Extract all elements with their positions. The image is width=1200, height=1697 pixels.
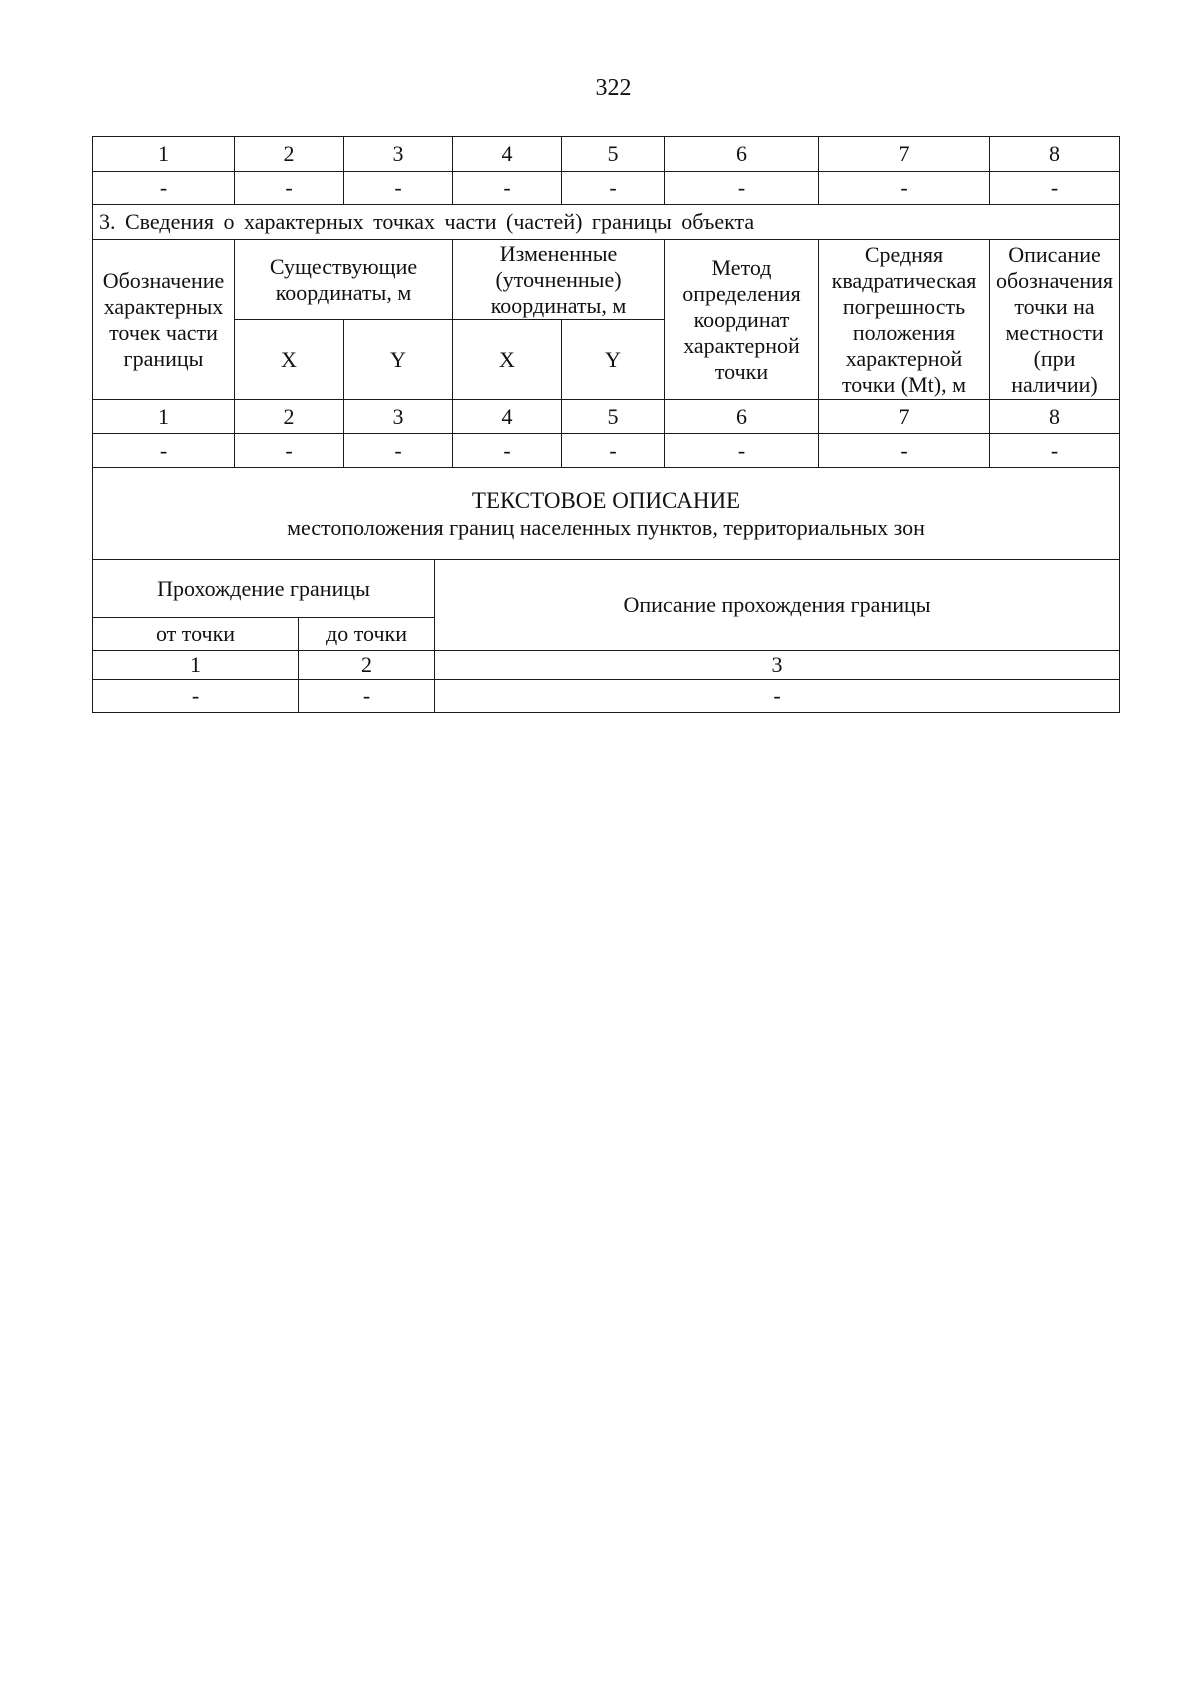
dash-cell: - xyxy=(235,434,344,468)
column-number: 5 xyxy=(562,137,665,172)
dash-cell: - xyxy=(93,680,299,713)
column-number: 1 xyxy=(93,651,299,680)
dash-cell: - xyxy=(453,172,562,205)
dash-cell: - xyxy=(819,172,990,205)
dash-cell: - xyxy=(435,680,1120,713)
dash-cell: - xyxy=(453,434,562,468)
header-from-point: от точки xyxy=(93,618,299,651)
header-row xyxy=(93,240,1120,320)
dash-cell: - xyxy=(665,434,819,468)
dash-cell: - xyxy=(235,172,344,205)
dash-cell: - xyxy=(562,434,665,468)
column-number: 6 xyxy=(665,400,819,434)
dash-row xyxy=(93,172,1120,205)
column-number: 1 xyxy=(93,137,235,172)
dash-cell: - xyxy=(562,172,665,205)
column-number: 5 xyxy=(562,400,665,434)
header-y: Y xyxy=(344,320,453,400)
header-y: Y xyxy=(562,320,665,400)
column-number: 7 xyxy=(819,137,990,172)
characteristic-points-table xyxy=(92,136,1120,560)
text-description-title: ТЕКСТОВОЕ ОПИСАНИЕ xyxy=(471,487,741,513)
column-number-row xyxy=(93,400,1120,434)
header-method: Метод определения координат характерной точки xyxy=(665,240,819,400)
dash-row xyxy=(93,680,1120,713)
column-number: 2 xyxy=(235,400,344,434)
boundary-passage-table xyxy=(92,559,1120,713)
section-title: 3. Сведения о характерных точках части (частей) границы объекта xyxy=(93,205,1120,240)
column-number: 8 xyxy=(990,137,1120,172)
dash-cell: - xyxy=(344,172,453,205)
header-mean-error: Средняя квадратическая погрешность положения характерной точки (Mt), м xyxy=(819,240,990,400)
header-existing-coordinates: Существующие координаты, м xyxy=(235,240,453,320)
column-number: 3 xyxy=(344,137,453,172)
header-changed-coordinates: Измененные (уточненные) координаты, м xyxy=(453,240,665,320)
dash-cell: - xyxy=(93,172,235,205)
column-number: 2 xyxy=(235,137,344,172)
column-number: 8 xyxy=(990,400,1120,434)
header-boundary-passage: Прохождение границы xyxy=(93,560,435,618)
header-x: X xyxy=(453,320,562,400)
dash-row xyxy=(93,434,1120,468)
header-point-designation: Обозначение характерных точек части границы xyxy=(93,240,235,400)
header-passage-description: Описание прохождения границы xyxy=(435,560,1120,651)
header-point-description: Описание обозначения точки на местности (при наличии) xyxy=(990,240,1120,400)
column-number: 4 xyxy=(453,400,562,434)
column-number: 4 xyxy=(453,137,562,172)
column-number: 1 xyxy=(93,400,235,434)
dash-cell: - xyxy=(665,172,819,205)
column-number: 6 xyxy=(665,137,819,172)
header-to-point: до точки xyxy=(299,618,435,651)
dash-cell: - xyxy=(990,172,1120,205)
column-number-row xyxy=(93,651,1120,680)
dash-cell: - xyxy=(990,434,1120,468)
dash-cell: - xyxy=(93,434,235,468)
dash-cell: - xyxy=(819,434,990,468)
passage-header-row xyxy=(93,560,1120,618)
text-description-subtitle: местоположения границ населенных пунктов, территориальных зон xyxy=(287,514,925,540)
text-description-cell xyxy=(93,468,1120,560)
page-number: 322 xyxy=(595,75,632,101)
column-number-row xyxy=(93,137,1120,172)
section-title-row xyxy=(93,205,1120,240)
dash-cell: - xyxy=(299,680,435,713)
dash-cell: - xyxy=(344,434,453,468)
column-number: 3 xyxy=(435,651,1120,680)
column-number: 7 xyxy=(819,400,990,434)
text-description-row xyxy=(93,468,1120,560)
column-number: 3 xyxy=(344,400,453,434)
column-number: 2 xyxy=(299,651,435,680)
header-x: X xyxy=(235,320,344,400)
